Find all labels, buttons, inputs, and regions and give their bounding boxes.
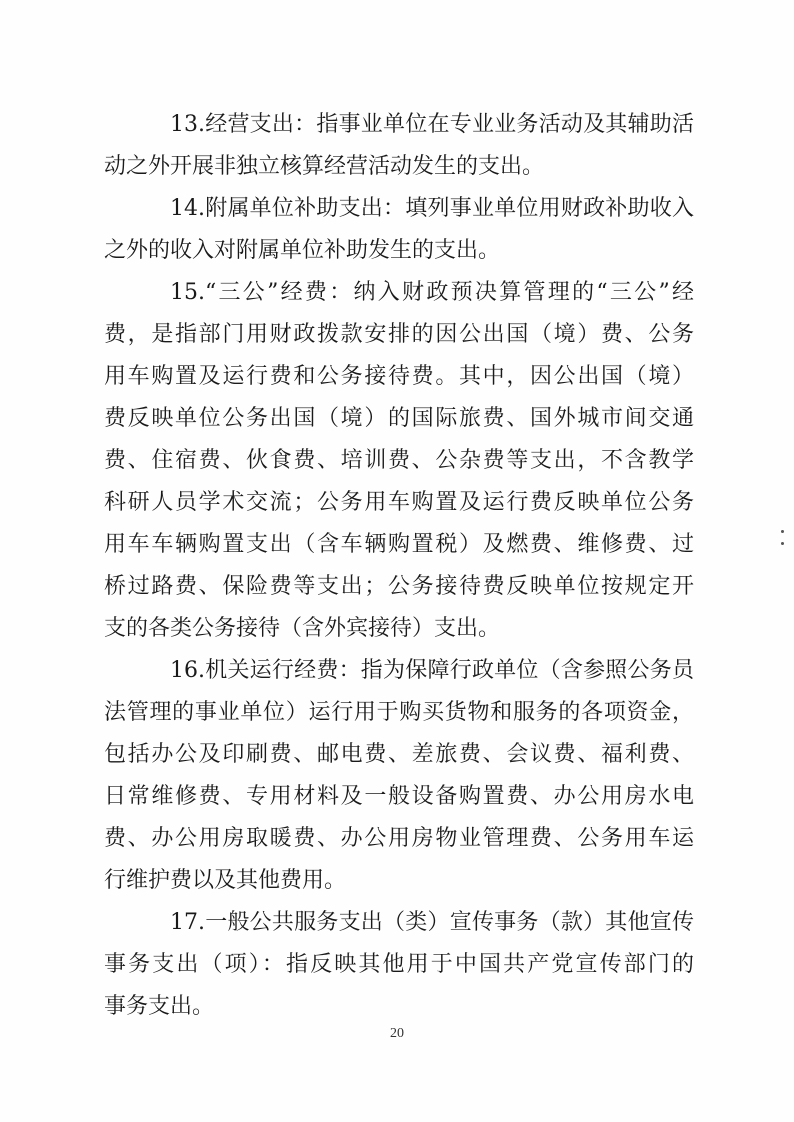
scan-margin-mark — [780, 528, 786, 548]
paragraph-16 — [104, 650, 694, 902]
paragraph-line: 支的各类公务接待（含外宾接待）支出。 — [104, 616, 501, 641]
paragraph-line: 费反映单位公务出国（境）的国际旅费、国外城市间交通 — [104, 406, 694, 431]
paragraph-line: 17.一般公共服务支出（类）宣传事务（款）其他宣传 — [170, 910, 694, 935]
paragraph-line: 包括办公及印刷费、邮电费、差旅费、会议费、福利费、 — [104, 742, 694, 767]
paragraph-line: 用车购置及运行费和公务接待费。其中，因公出国（境） — [104, 364, 694, 389]
paragraph-line: 桥过路费、保险费等支出；公务接待费反映单位按规定开 — [104, 574, 694, 599]
paragraph-line: 用车车辆购置支出（含车辆购置税）及燃费、维修费、过 — [104, 532, 694, 557]
paragraph-line: 费、办公用房取暖费、办公用房物业管理费、公务用车运 — [104, 826, 694, 851]
paragraph-line: 行维护费以及其他费用。 — [104, 868, 347, 893]
paragraph-line: 费，是指部门用财政拨款安排的因公出国（境）费、公务 — [104, 322, 694, 347]
document-body — [104, 104, 694, 1028]
paragraph-line: 14.附属单位补助支出：填列事业单位用财政补助收入 — [170, 196, 694, 221]
paragraph-line: 日常维修费、专用材料及一般设备购置费、办公用房水电 — [104, 784, 694, 809]
paragraph-line: 13.经营支出：指事业单位在专业业务活动及其辅助活 — [170, 112, 694, 137]
paragraph-line: 事务支出。 — [104, 994, 215, 1019]
paragraph-line: 15.“三公”经费：纳入财政预决算管理的“三公”经 — [170, 280, 694, 305]
paragraph-14 — [104, 188, 694, 272]
paragraph-13 — [104, 104, 694, 188]
page-number: 20 — [390, 1026, 404, 1041]
paragraph-line: 16.机关运行经费：指为保障行政单位（含参照公务员 — [170, 658, 694, 683]
paragraph-line: 科研人员学术交流；公务用车购置及运行费反映单位公务 — [104, 490, 694, 515]
paragraph-17 — [104, 902, 694, 1028]
paragraph-line: 法管理的事业单位）运行用于购买货物和服务的各项资金， — [104, 700, 694, 725]
paragraph-line: 事务支出（项）：指反映其他用于中国共产党宣传部门的 — [104, 952, 694, 977]
paragraph-line: 费、住宿费、伙食费、培训费、公杂费等支出，不含教学 — [104, 448, 694, 473]
paragraph-15 — [104, 272, 694, 650]
paragraph-line: 之外的收入对附属单位补助发生的支出。 — [104, 238, 501, 263]
paragraph-line: 动之外开展非独立核算经营活动发生的支出。 — [104, 154, 545, 179]
